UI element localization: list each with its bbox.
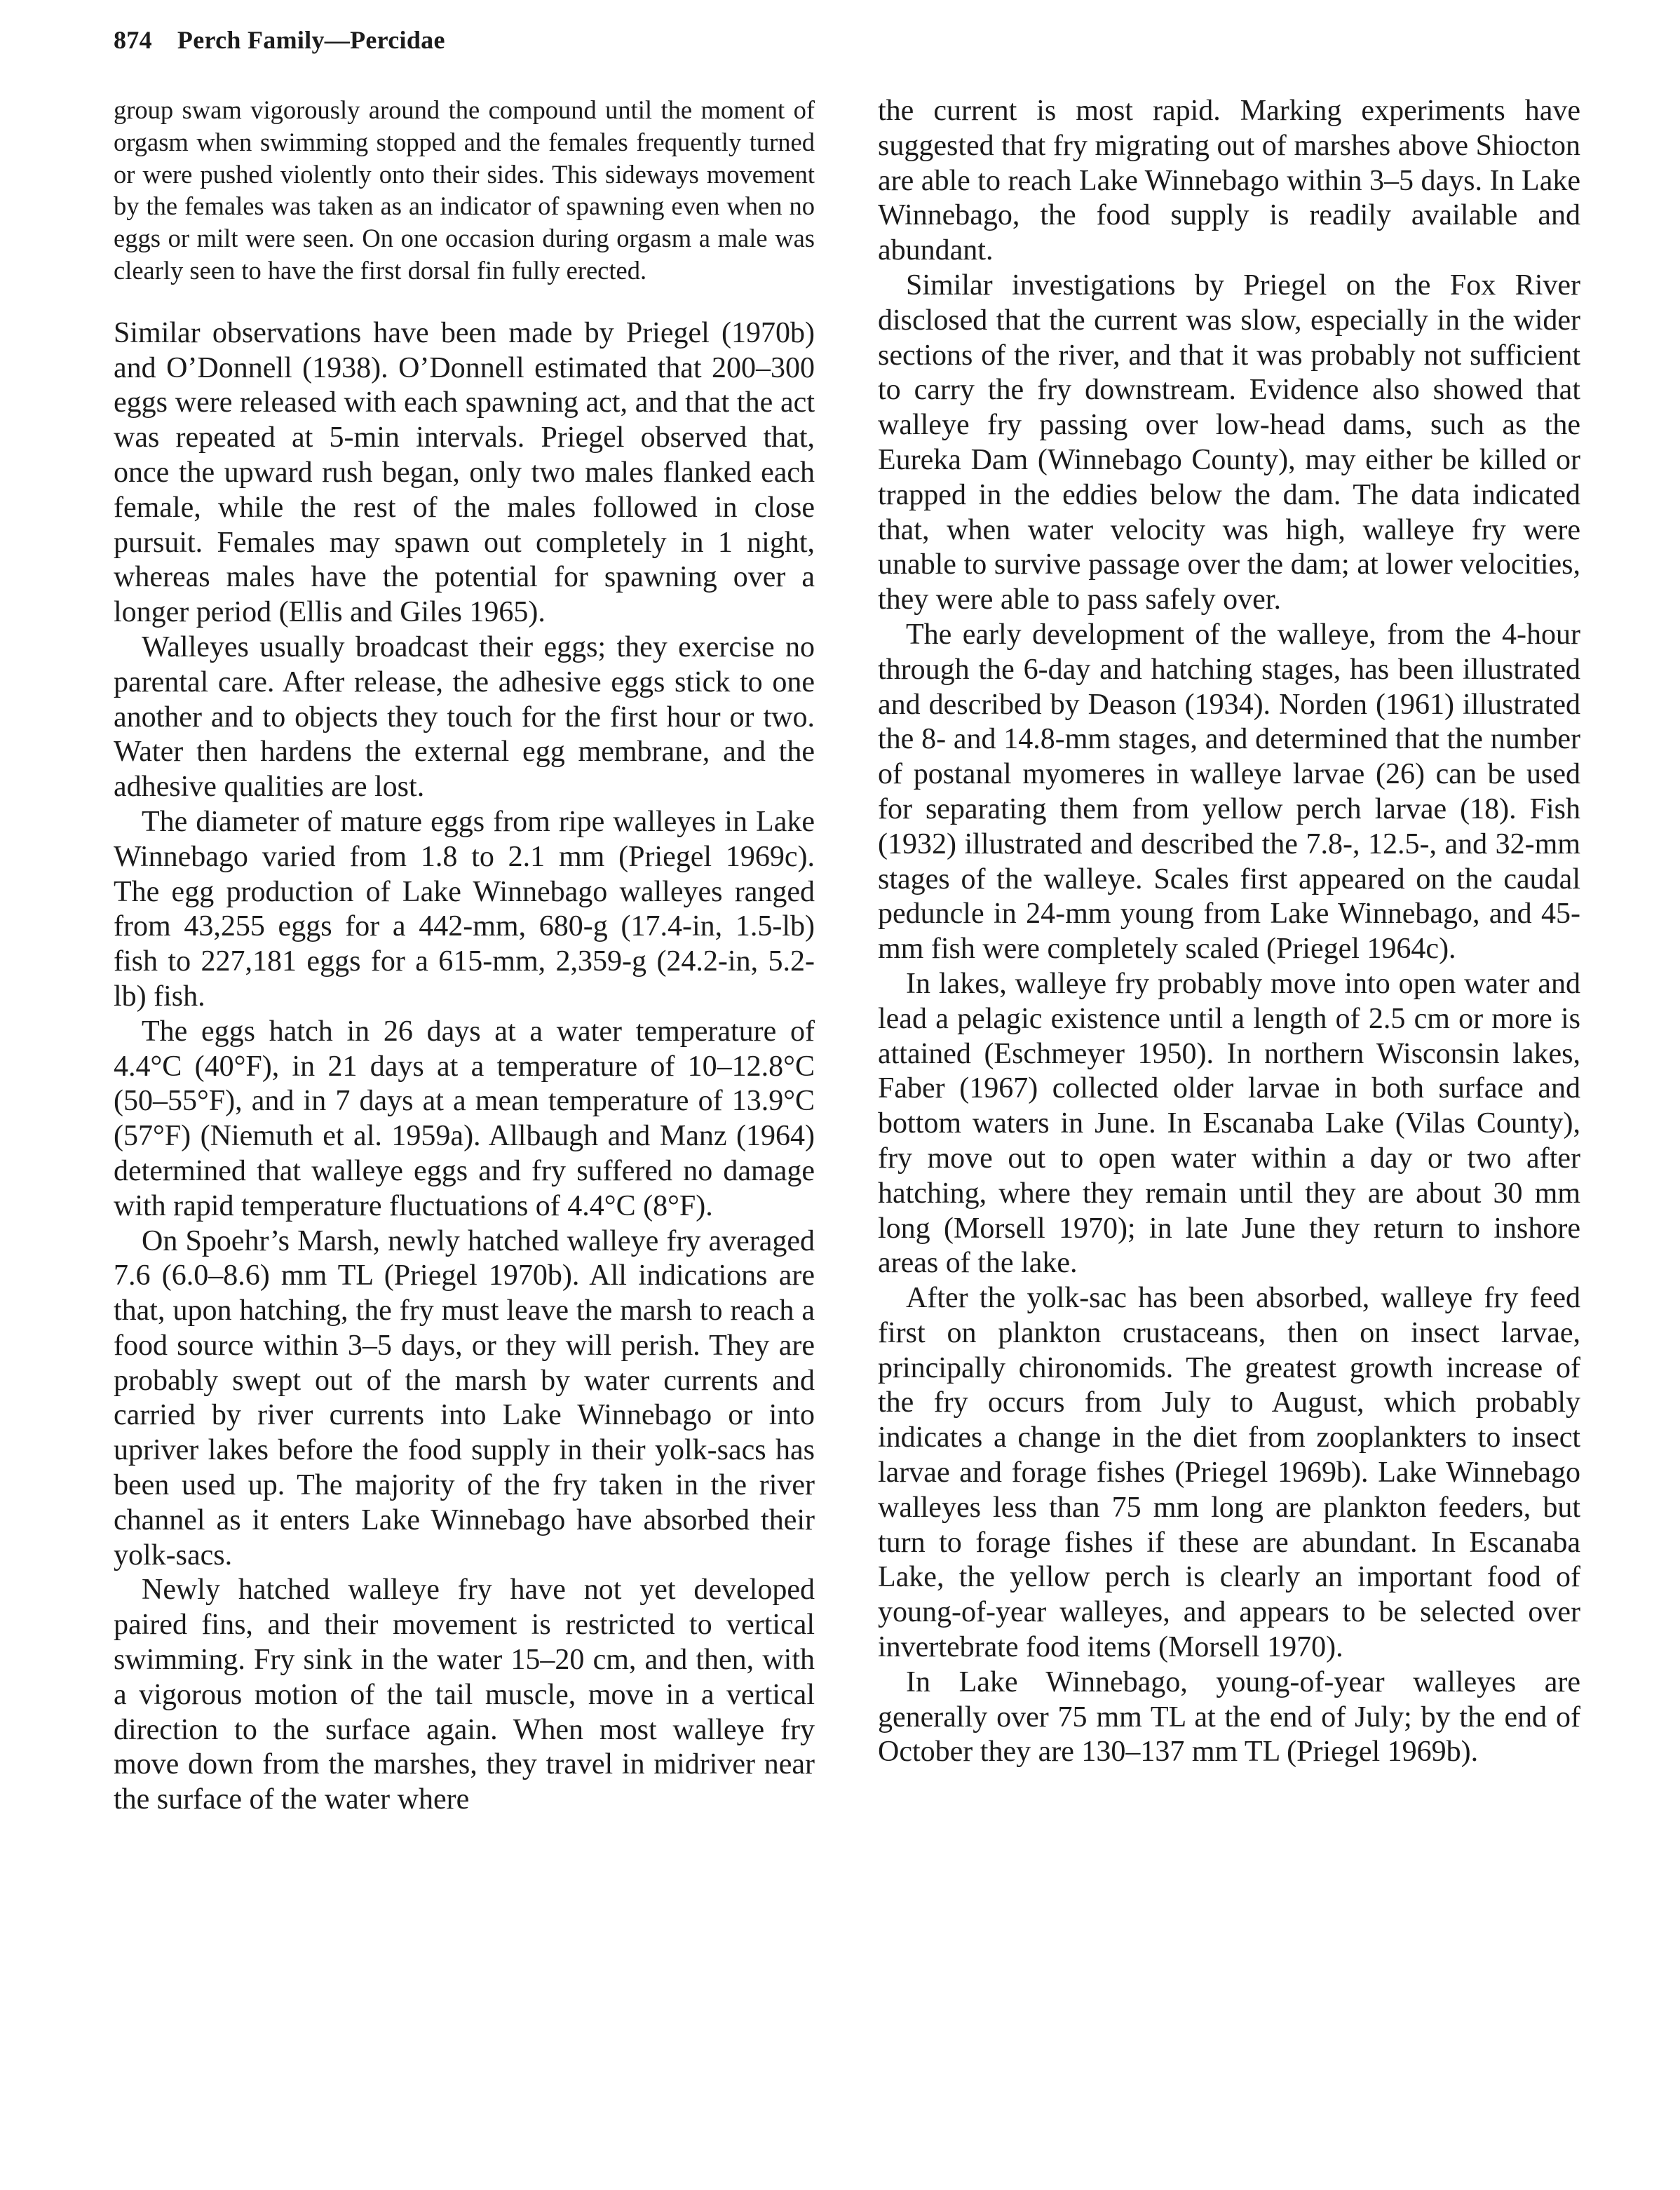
- paragraph: The early development of the walleye, from the 4-hour through the 6-day and hatching stages, has been illustrated and described by Deason (1934). Norden (1961) illustrated the 8- and 14.8-mm stages, and determined that the number of postanal myomeres in walleye larvae (26) can be used for separating them from yellow perch larvae (18). Fish (1932) illustrated and described the 7.8-, 12.5-, and 32-mm stages of the walleye. Scales first appeared on the caudal peduncle in 24-mm young from Lake Winnebago, and 45-mm fish were completely scaled (Priegel 1964c).: [878, 618, 1580, 966]
- block-quote: group swam vigorously around the compound until the moment of orgasm when swimming stopped and the females frequently turned or were pushed violently onto their sides. This sideways movement by the females was taken as an indicator of spawning even when no eggs or milt were seen. On one occasion during orgasm a male was clearly seen to have the first dorsal fin fully erected.: [114, 95, 815, 285]
- paragraph: The eggs hatch in 26 days at a water temperature of 4.4°C (40°F), in 21 days at a temperature of 10–12.8°C (50–55°F), and in 7 days at a mean temperature of 13.9°C (57°F) (Niemuth et al. 1959a). Allbaugh and Manz (1964) determined that walleye eggs and fry suffered no damage with rapid temperature fluctuations of 4.4°C (8°F).: [114, 1015, 815, 1222]
- page-header: [114, 25, 445, 55]
- paragraph: Similar investigations by Priegel on the Fox River disclosed that the current was slow, especially in the wider sections of the river, and that it was probably not sufficient to carry the fry downstream. Evidence also showed that walleye fry passing over low-head dams, such as the Eureka Dam (Winnebago County), may either be killed or trapped in the eddies below the dam. The data indicated that, when water velocity was high, walleye fry were unable to survive passage over the dam; at lower velocities, they were able to pass safely over.: [878, 269, 1580, 616]
- left-column: [114, 94, 815, 1818]
- paragraph: The diameter of mature eggs from ripe walleyes in Lake Winnebago varied from 1.8 to 2.1 mm (Priegel 1969c). The egg production of Lake Winnebago walleyes ranged from 43,255 eggs for a 442-mm, 680-g (17.4-in, 1.5-lb) fish to 227,181 eggs for a 615-mm, 2,359-g (24.2-in, 5.2-lb) fish.: [114, 805, 815, 1013]
- paragraph: Similar observations have been made by Priegel (1970b) and O’Donnell (1938). O’Donnell estimated that 200–300 eggs were released with each spawning act, and that the act was repeated at 5-min intervals. Priegel observed that, once the upward rush began, only two males flanked each female, while the rest of the males followed in close pursuit. Females may spawn out completely in 1 night, whereas males have the potential for spawning over a longer period (Ellis and Giles 1965).: [114, 316, 815, 629]
- paragraph-continuation: the current is most rapid. Marking experiments have suggested that fry migrating out of marshes above Shiocton are able to reach Lake Winnebago within 3–5 days. In Lake Winnebago, the food supply is readily available and abundant.: [878, 95, 1580, 267]
- paragraph: Newly hatched walleye fry have not yet developed paired fins, and their movement is restricted to vertical swimming. Fry sink in the water 15–20 cm, and then, with a vigorous motion of the tail muscle, move in a vertical direction to the surface again. When most walleye fry move down from the marshes, they travel in midriver near the surface of the water where: [114, 1574, 815, 1816]
- right-column: [878, 94, 1580, 1770]
- page-number: 874: [114, 26, 152, 54]
- paragraph: On Spoehr’s Marsh, newly hatched walleye fry averaged 7.6 (6.0–8.6) mm TL (Priegel 1970b). All indications are that, upon hatching, the fry must leave the marsh to reach a food source within 3–5 days, or they will perish. They are probably swept out of the marsh by water currents and carried by river currents into Lake Winnebago or into upriver lakes before the food supply in their yolk-sacs has been used up. The majority of the fry taken in the river channel as it enters Lake Winnebago have absorbed their yolk-sacs.: [114, 1224, 815, 1571]
- paragraph: In Lake Winnebago, young-of-year walleyes are generally over 75 mm TL at the end of July; by the end of October they are 130–137 mm TL (Priegel 1969b).: [878, 1665, 1580, 1769]
- paragraph: Walleyes usually broadcast their eggs; they exercise no parental care. After release, the adhesive eggs stick to one another and to objects they touch for the first hour or two. Water then hardens the external egg membrane, and the adhesive qualities are lost.: [114, 630, 815, 804]
- running-title: Perch Family—Percidae: [177, 26, 445, 54]
- paragraph: In lakes, walleye fry probably move into open water and lead a pelagic existence until a length of 2.5 cm or more is attained (Eschmeyer 1950). In northern Wisconsin lakes, Faber (1967) collected older larvae in both surface and bottom waters in June. In Escanaba Lake (Vilas County), fry move out to open water within a day or two after hatching, where they remain until they are about 30 mm long (Morsell 1970); in late June they return to inshore areas of the lake.: [878, 967, 1580, 1280]
- paragraph: After the yolk-sac has been absorbed, walleye fry feed first on plankton crustaceans, then on insect larvae, principally chironomids. The greatest growth increase of the fry occurs from July to August, which probably indicates a change in the diet from zooplankters to insect larvae and forage fishes (Priegel 1969b). Lake Winnebago walleyes less than 75 mm long are plankton feeders, but turn to forage fishes if these are abundant. In Escanaba Lake, the yellow perch is clearly an important food of young-of-year walleyes, and appears to be selected over invertebrate food items (Morsell 1970).: [878, 1282, 1580, 1664]
